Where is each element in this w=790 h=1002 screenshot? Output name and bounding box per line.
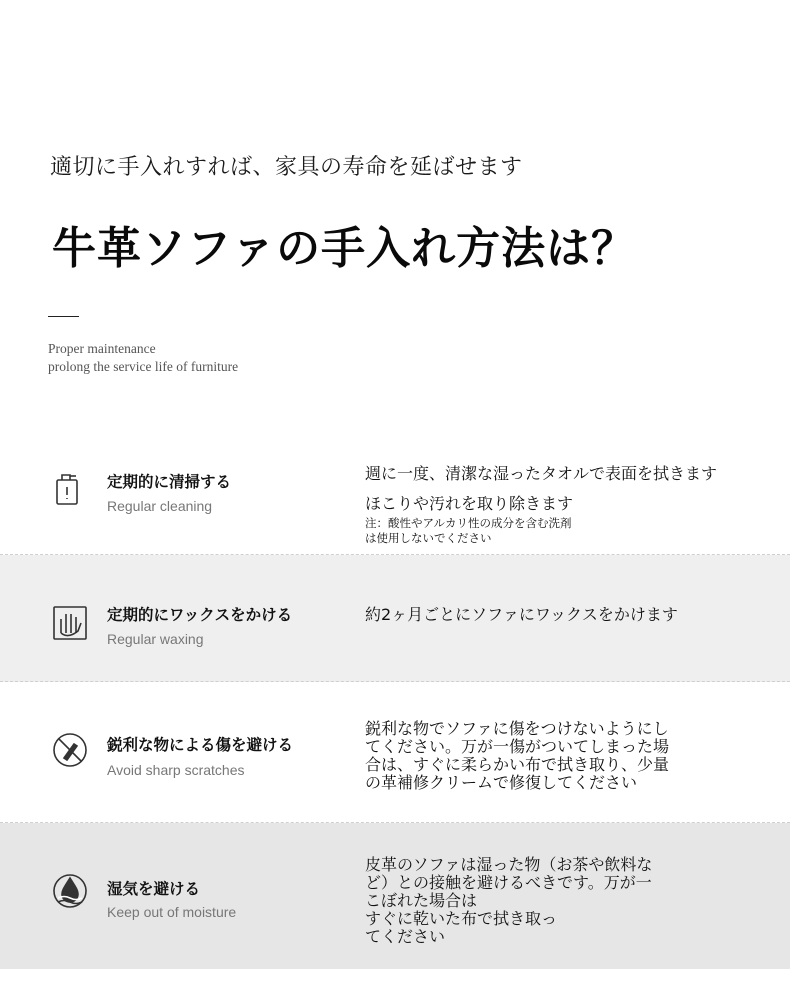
description-line: 約2ヶ月ごとにソファにワックスをかけます xyxy=(365,605,678,624)
english-caption xyxy=(48,340,238,376)
description-line: てください。万が一傷がついてしまった場 xyxy=(365,737,670,756)
item-label-en: Regular waxing xyxy=(107,631,204,647)
item-label-en: Regular cleaning xyxy=(107,498,213,514)
description-line: こぼれた場合は xyxy=(365,891,478,910)
care-item-avoid-scratches xyxy=(0,682,790,823)
description-line: てください xyxy=(365,927,446,946)
care-item-waxing xyxy=(0,555,790,682)
description-line: すぐに乾いた布で拭き取っ xyxy=(365,909,558,928)
page-title: 牛革ソファの手入れ方法は？ xyxy=(52,223,637,274)
item-note xyxy=(365,516,572,546)
description-line: 皮革のソファは湿った物（お茶や飲料な xyxy=(365,855,653,874)
waxing-hand-icon xyxy=(50,603,90,643)
spray-bottle-icon xyxy=(50,468,90,508)
description-line: の革補修クリームで修復してください xyxy=(365,773,638,792)
description-line: ど）との接触を避けるべきです。万が一 xyxy=(365,873,652,892)
item-label-jp: 鋭利な物による傷を避ける xyxy=(107,736,294,754)
description-line: ほこりや汚れを取り除きます xyxy=(365,494,574,513)
item-label-en: Keep out of moisture xyxy=(107,904,237,920)
item-label-jp: 定期的にワックスをかける xyxy=(107,606,293,624)
description-line: 週に一度、清潔な湿ったタオルで表面を拭きます xyxy=(365,464,718,483)
note-line: は使用しないでください xyxy=(365,531,492,545)
caption-line: Proper maintenance xyxy=(48,341,156,356)
item-label-jp: 定期的に清掃する xyxy=(107,473,232,491)
care-item-moisture xyxy=(0,823,790,969)
description-line: 合は、すぐに柔らかい布で拭き取り、少量 xyxy=(365,755,670,774)
care-item-cleaning xyxy=(0,440,790,555)
item-label-jp: 湿気を避ける xyxy=(107,880,201,898)
note-line: 注：酸性やアルカリ性の成分を含む洗剤 xyxy=(365,516,572,530)
water-drop-icon xyxy=(50,871,90,911)
caption-line: prolong the service life of furniture xyxy=(48,359,239,374)
page-subtitle: 適切に手入れすれば、家具の寿命を延ばせます xyxy=(50,155,523,180)
item-label-en: Avoid sharp scratches xyxy=(107,762,245,778)
description-line: 鋭利な物でソファに傷をつけないようにし xyxy=(365,719,669,738)
no-sharp-objects-icon xyxy=(50,730,90,770)
divider xyxy=(48,316,79,317)
item-description xyxy=(365,856,725,946)
item-description xyxy=(365,606,725,624)
item-description xyxy=(365,720,725,792)
item-description xyxy=(365,465,725,513)
